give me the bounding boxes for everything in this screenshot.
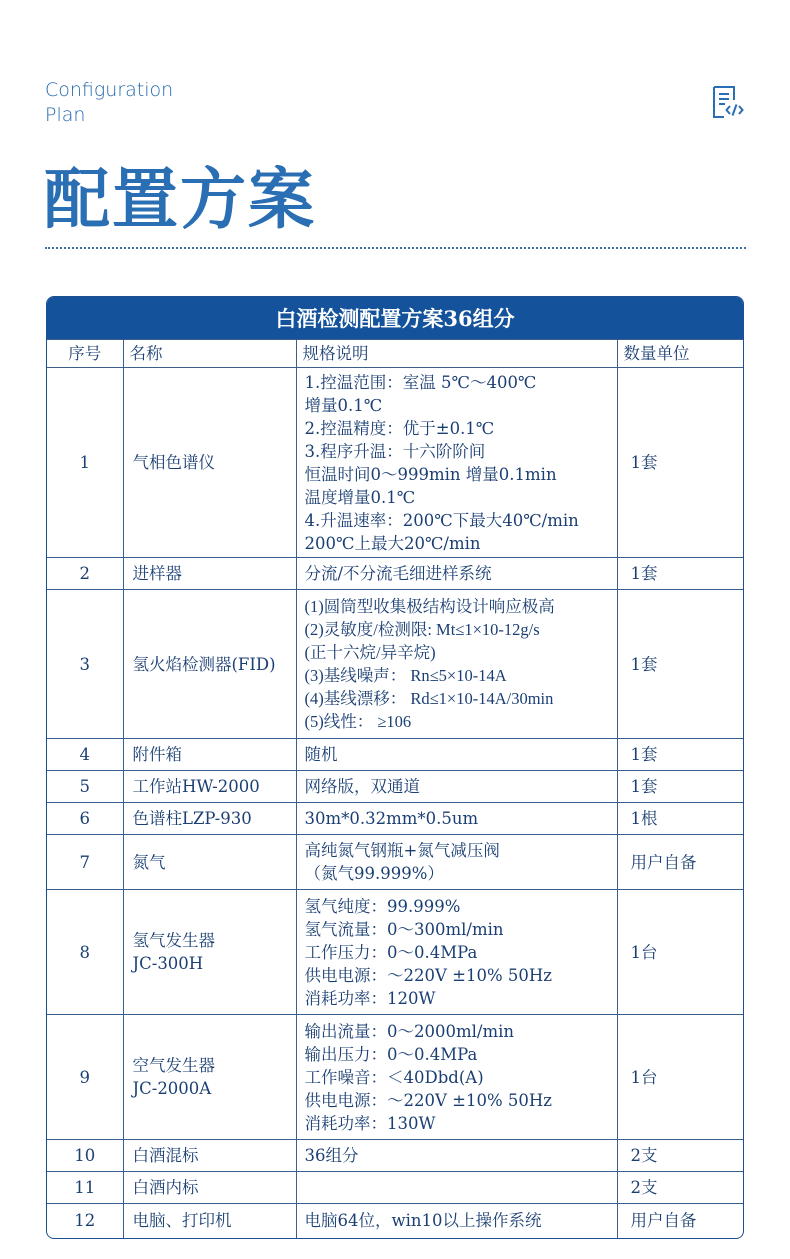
cell-name: 附件箱 — [123, 739, 296, 771]
cell-unit: 2支 — [617, 1140, 744, 1172]
table-row — [47, 558, 744, 590]
subtitle-line2: Plan — [45, 104, 86, 126]
cell-name: 进样器 — [123, 558, 296, 590]
cell-unit: 1台 — [617, 890, 744, 1015]
cell-spec: 分流/不分流毛细进样系统 — [296, 558, 617, 590]
cell-unit: 用户自备 — [617, 835, 744, 890]
table-caption: 白酒检测配置方案36组分 — [47, 297, 743, 339]
cell-no: 7 — [47, 835, 123, 890]
cell-no: 5 — [47, 771, 123, 803]
table-row — [47, 1172, 744, 1204]
table-header-row — [47, 340, 744, 368]
table-row — [47, 590, 744, 739]
divider — [45, 247, 746, 249]
cell-name: 色谱柱LZP-930 — [123, 803, 296, 835]
cell-unit: 1根 — [617, 803, 744, 835]
cell-spec: 输出流量：0～2000ml/min 输出压力：0～0.4MPa 工作噪音：＜40Dbd(A) 供电电源：～220V ±10% 50Hz 消耗功率：130W — [296, 1015, 617, 1140]
column-header-name: 名称 — [123, 340, 296, 368]
cell-no: 12 — [47, 1204, 123, 1238]
cell-no: 10 — [47, 1140, 123, 1172]
table-row — [47, 1015, 744, 1140]
cell-unit: 1台 — [617, 1015, 744, 1140]
cell-spec: 36组分 — [296, 1140, 617, 1172]
table-row — [47, 771, 744, 803]
cell-name: 氢火焰检测器(FID) — [123, 590, 296, 739]
table-row — [47, 368, 744, 558]
cell-name: 空气发生器 JC-2000A — [123, 1015, 296, 1140]
cell-spec: (1)圆筒型收集极结构设计响应极高 (2)灵敏度/检测限: Mt≤1×10-12g/s (正十六烷/异辛烷) (3)基线噪声： Rn≤5×10-14A (4)基线漂移： Rd≤1×10-14A/30min (5)线性： ≥106 — [296, 590, 617, 739]
column-header-unit: 数量单位 — [617, 340, 744, 368]
cell-spec: 1.控温范围：室温 5℃～400℃ 增量0.1℃ 2.控温精度：优于±0.1℃ 3.程序升温：十六阶阶间 恒温时间0～999min 增量0.1min 温度增量0.1℃ 4.升温速率：200℃下最大40℃/min 200℃上最大20℃/min — [296, 368, 617, 558]
config-table — [46, 296, 744, 1239]
cell-spec: 氢气纯度：99.999% 氢气流量：0～300ml/min 工作压力：0～0.4MPa 供电电源：～220V ±10% 50Hz 消耗功率：120W — [296, 890, 617, 1015]
cell-name: 白酒内标 — [123, 1172, 296, 1204]
cell-spec: 30m*0.32mm*0.5um — [296, 803, 617, 835]
cell-spec: 网络版，双通道 — [296, 771, 617, 803]
cell-unit: 用户自备 — [617, 1204, 744, 1238]
cell-no: 4 — [47, 739, 123, 771]
cell-unit: 1套 — [617, 590, 744, 739]
cell-spec: 随机 — [296, 739, 617, 771]
cell-name: 电脑、打印机 — [123, 1204, 296, 1238]
cell-unit: 1套 — [617, 368, 744, 558]
cell-unit: 1套 — [617, 739, 744, 771]
column-header-spec: 规格说明 — [296, 340, 617, 368]
cell-no: 3 — [47, 590, 123, 739]
config-table-grid — [47, 339, 744, 1238]
table-row — [47, 835, 744, 890]
cell-no: 2 — [47, 558, 123, 590]
table-row — [47, 890, 744, 1015]
table-row — [47, 1140, 744, 1172]
cell-no: 11 — [47, 1172, 123, 1204]
cell-unit: 1套 — [617, 558, 744, 590]
cell-unit: 1套 — [617, 771, 744, 803]
page-title: 配置方案 — [44, 160, 316, 238]
cell-no: 1 — [47, 368, 123, 558]
cell-spec: 高纯氮气钢瓶+氮气减压阀 （氮气99.999%） — [296, 835, 617, 890]
cell-name: 工作站HW-2000 — [123, 771, 296, 803]
document-code-icon — [710, 84, 746, 120]
cell-name: 气相色谱仪 — [123, 368, 296, 558]
cell-name: 氮气 — [123, 835, 296, 890]
cell-spec: 电脑64位，win10以上操作系统 — [296, 1204, 617, 1238]
subtitle-line1: Configuration — [45, 79, 174, 101]
column-header-no: 序号 — [47, 340, 123, 368]
table-row — [47, 739, 744, 771]
cell-no: 8 — [47, 890, 123, 1015]
cell-unit: 2支 — [617, 1172, 744, 1204]
subtitle — [45, 78, 173, 128]
cell-name: 氢气发生器 JC-300H — [123, 890, 296, 1015]
cell-no: 6 — [47, 803, 123, 835]
table-row — [47, 1204, 744, 1238]
cell-spec — [296, 1172, 617, 1204]
cell-no: 9 — [47, 1015, 123, 1140]
cell-name: 白酒混标 — [123, 1140, 296, 1172]
table-row — [47, 803, 744, 835]
